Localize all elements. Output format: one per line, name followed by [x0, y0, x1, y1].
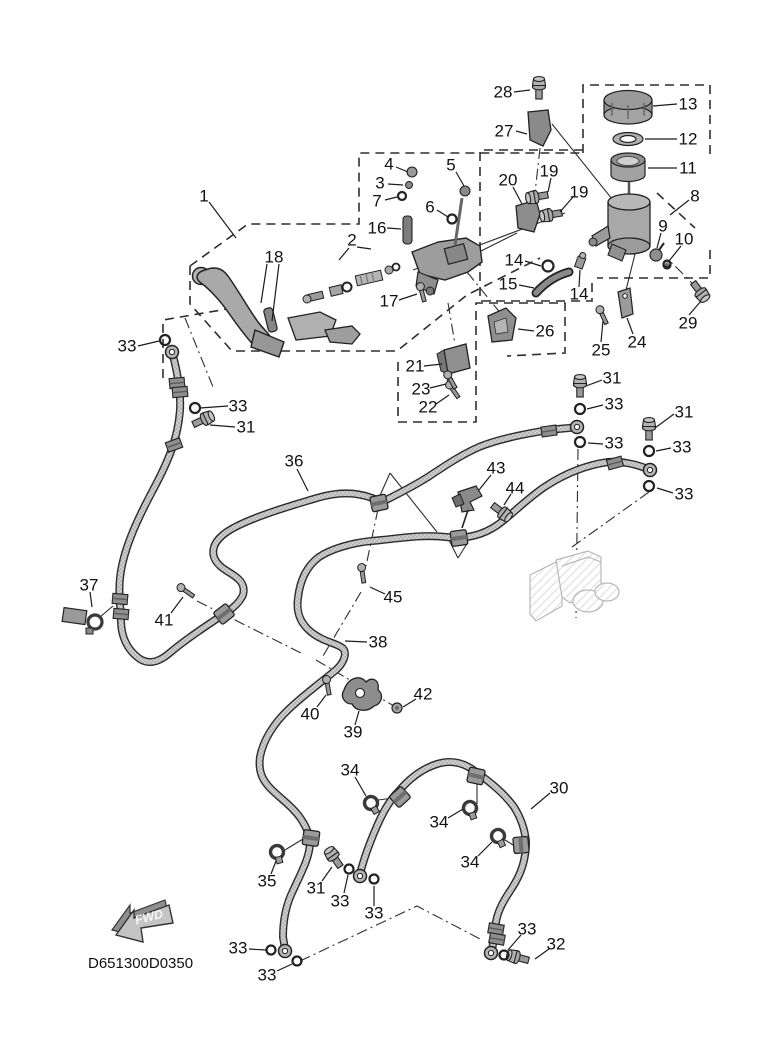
hose-holder-20: [516, 200, 540, 232]
part-label-15: 15: [498, 274, 518, 294]
part-label-41: 41: [154, 610, 174, 630]
leader-line: [277, 964, 292, 971]
part-label-33: 33: [604, 433, 624, 453]
leader-line: [209, 202, 236, 238]
leader-line: [138, 341, 159, 346]
adjuster-ball-5: [460, 186, 470, 196]
banjo-bolt: [539, 206, 563, 223]
leader-line: [655, 414, 674, 428]
lever-holder-bracket: [288, 312, 360, 344]
fwd-label: FWD: [133, 906, 165, 928]
nut-3: [406, 182, 413, 189]
loose-clamp-34: [489, 827, 508, 849]
part-label-31: 31: [674, 402, 694, 422]
banjo-eyelet: [166, 346, 179, 359]
part-label-24: 24: [627, 332, 647, 352]
leader-line: [657, 488, 673, 493]
leader-line: [272, 264, 279, 321]
diaphragm-11: [611, 153, 645, 182]
leader-line: [518, 329, 534, 331]
leader-line: [345, 641, 367, 642]
leader-line: [656, 448, 671, 451]
part-label-13: 13: [678, 94, 698, 114]
bracket-27: [528, 110, 551, 146]
part-label-33: 33: [604, 394, 624, 414]
part-label-31: 31: [602, 368, 622, 388]
leader-line: [448, 809, 463, 818]
part-label-27: 27: [494, 121, 514, 141]
part-label-12: 12: [678, 129, 698, 149]
fwd-direction-arrow: [112, 900, 173, 942]
brake-lever: [193, 268, 285, 358]
part-label-20: 20: [498, 170, 518, 190]
leader-line: [210, 425, 235, 427]
washer-ring: [644, 446, 654, 456]
hose-band: [165, 438, 183, 453]
leader-line: [437, 210, 448, 217]
part-label-34: 34: [340, 760, 360, 780]
part-label-35: 35: [257, 871, 277, 891]
part-label-9: 9: [658, 216, 668, 236]
part-label-33: 33: [364, 903, 384, 923]
banjo-bolt: [574, 375, 587, 397]
banjo-eyelet: [644, 464, 657, 477]
leader-line: [385, 197, 397, 200]
hose-clamp: [513, 836, 529, 853]
part-label-8: 8: [690, 186, 700, 206]
hose-clamp: [467, 767, 486, 785]
part-label-19: 19: [569, 182, 589, 202]
part-label-3: 3: [375, 173, 385, 193]
part-label-39: 39: [343, 722, 363, 742]
banjo-bolt: [533, 77, 546, 99]
leader-line: [200, 406, 228, 408]
joint-block-21: [444, 344, 470, 374]
lever-pivot-pin: [263, 307, 278, 332]
part-label-5: 5: [446, 155, 456, 175]
bolt-4: [407, 167, 417, 177]
leader-line: [357, 247, 371, 249]
washer-ring: [448, 215, 457, 224]
part-label-38: 38: [368, 632, 388, 652]
part-label-30: 30: [549, 778, 569, 798]
part-label-37: 37: [79, 575, 99, 595]
screw-9: [650, 249, 662, 261]
washer-ring: [644, 481, 654, 491]
banjo-eyelet: [354, 870, 367, 883]
hose-clamp: [370, 494, 389, 512]
part-label-44: 44: [505, 478, 525, 498]
hose-band: [489, 933, 506, 945]
leader-line: [601, 321, 603, 342]
part-label-10: 10: [674, 229, 694, 249]
washer-ring: [543, 261, 554, 272]
part-label-33: 33: [517, 919, 537, 939]
leader-line: [297, 469, 308, 491]
small-bolt: [357, 563, 368, 583]
part-label-36: 36: [284, 451, 304, 471]
part-label-4: 4: [384, 154, 394, 174]
banjo-bolt: [643, 418, 656, 440]
leader-line: [344, 875, 348, 893]
hose-band: [113, 608, 129, 619]
reservoir-cap-13: [604, 91, 652, 125]
leader-line: [588, 443, 603, 444]
diagram-code: D651300D0350: [88, 955, 194, 972]
part-label-33: 33: [674, 484, 694, 504]
part-label-33: 33: [257, 965, 277, 985]
leader-line: [430, 384, 446, 388]
part-label-7: 7: [372, 191, 382, 211]
part-label-19: 19: [539, 161, 559, 181]
part-label-32: 32: [546, 934, 566, 954]
leader-line: [339, 248, 349, 260]
part-label-40: 40: [300, 704, 320, 724]
washer-ring: [160, 335, 170, 345]
leader-line: [249, 949, 266, 950]
washer-ring: [575, 437, 585, 447]
banjo-eyelet: [485, 947, 498, 960]
pushrod-pin-16: [403, 216, 412, 244]
banjo-eyelet: [279, 945, 292, 958]
leader-line: [587, 405, 603, 409]
washer-ring: [398, 192, 406, 200]
brake-hoses: [119, 352, 648, 953]
banjo-bolt: [525, 188, 549, 205]
part-label-31: 31: [306, 878, 326, 898]
part-label-31: 31: [236, 417, 256, 437]
bracket-24: [618, 288, 633, 318]
leader-line: [531, 793, 550, 809]
part-label-28: 28: [493, 82, 513, 102]
part-label-14: 14: [569, 284, 589, 304]
hose-band: [112, 593, 128, 604]
part-label-11: 11: [679, 158, 697, 178]
part-label-33: 33: [672, 437, 692, 457]
leader-line: [355, 777, 366, 796]
hose-bracket-37: [62, 608, 102, 634]
leader-line: [387, 228, 401, 229]
front-brake-hose-36: [119, 352, 577, 662]
leader-line: [586, 380, 602, 386]
diaphragm-plate-12: [613, 133, 643, 146]
hose-band: [172, 386, 188, 397]
part-label-25: 25: [591, 340, 611, 360]
pipe-joint-14b: [575, 251, 588, 269]
loose-clamp-34: [269, 844, 286, 865]
part-label-16: 16: [367, 218, 387, 238]
part-label-45: 45: [383, 587, 403, 607]
leader-line: [388, 184, 403, 185]
leader-line: [396, 167, 408, 172]
abs-unit-ghost: [530, 551, 619, 621]
part-label-42: 42: [413, 684, 433, 704]
part-label-33: 33: [330, 891, 350, 911]
leader-line: [436, 395, 449, 404]
part-label-43: 43: [486, 458, 506, 478]
part-label-1: 1: [199, 186, 209, 206]
leader-line: [653, 104, 677, 106]
part-label-22: 22: [418, 397, 438, 417]
leader-line: [519, 285, 534, 288]
reservoir-body-8: [589, 182, 650, 261]
part-label-18: 18: [264, 247, 284, 267]
leader-line: [516, 131, 527, 134]
part-label-23: 23: [411, 379, 431, 399]
part-label-33: 33: [228, 938, 248, 958]
leader-line: [514, 90, 530, 92]
banjo-eyelet: [571, 421, 584, 434]
part-label-6: 6: [425, 197, 435, 217]
part-label-26: 26: [535, 321, 555, 341]
part-label-33: 33: [117, 336, 137, 356]
leader-line: [456, 172, 464, 186]
washer-ring: [345, 865, 354, 874]
leader-line: [399, 294, 417, 300]
part-label-33: 33: [228, 396, 248, 416]
washer-ring: [575, 404, 585, 414]
banjo-bolt: [322, 845, 345, 871]
part-label-34: 34: [429, 812, 449, 832]
part-label-29: 29: [678, 313, 698, 333]
hose-band: [541, 425, 557, 437]
part-label-34: 34: [460, 852, 480, 872]
small-bolt: [175, 582, 196, 600]
pipe-bracket-43: [452, 486, 482, 528]
grommet-bracket-39: [342, 678, 381, 710]
part-label-14: 14: [504, 250, 524, 270]
washer-ring: [267, 946, 276, 955]
hose-clamp: [450, 529, 468, 546]
part-label-21: 21: [405, 356, 425, 376]
leader-line: [513, 187, 522, 204]
part-label-2: 2: [347, 230, 357, 250]
washer-ring: [370, 875, 379, 884]
leader-line: [478, 842, 492, 856]
washer-ring: [190, 403, 200, 413]
leader-line: [261, 264, 267, 303]
part-label-17: 17: [379, 291, 399, 311]
hose-clamp: [302, 829, 320, 846]
